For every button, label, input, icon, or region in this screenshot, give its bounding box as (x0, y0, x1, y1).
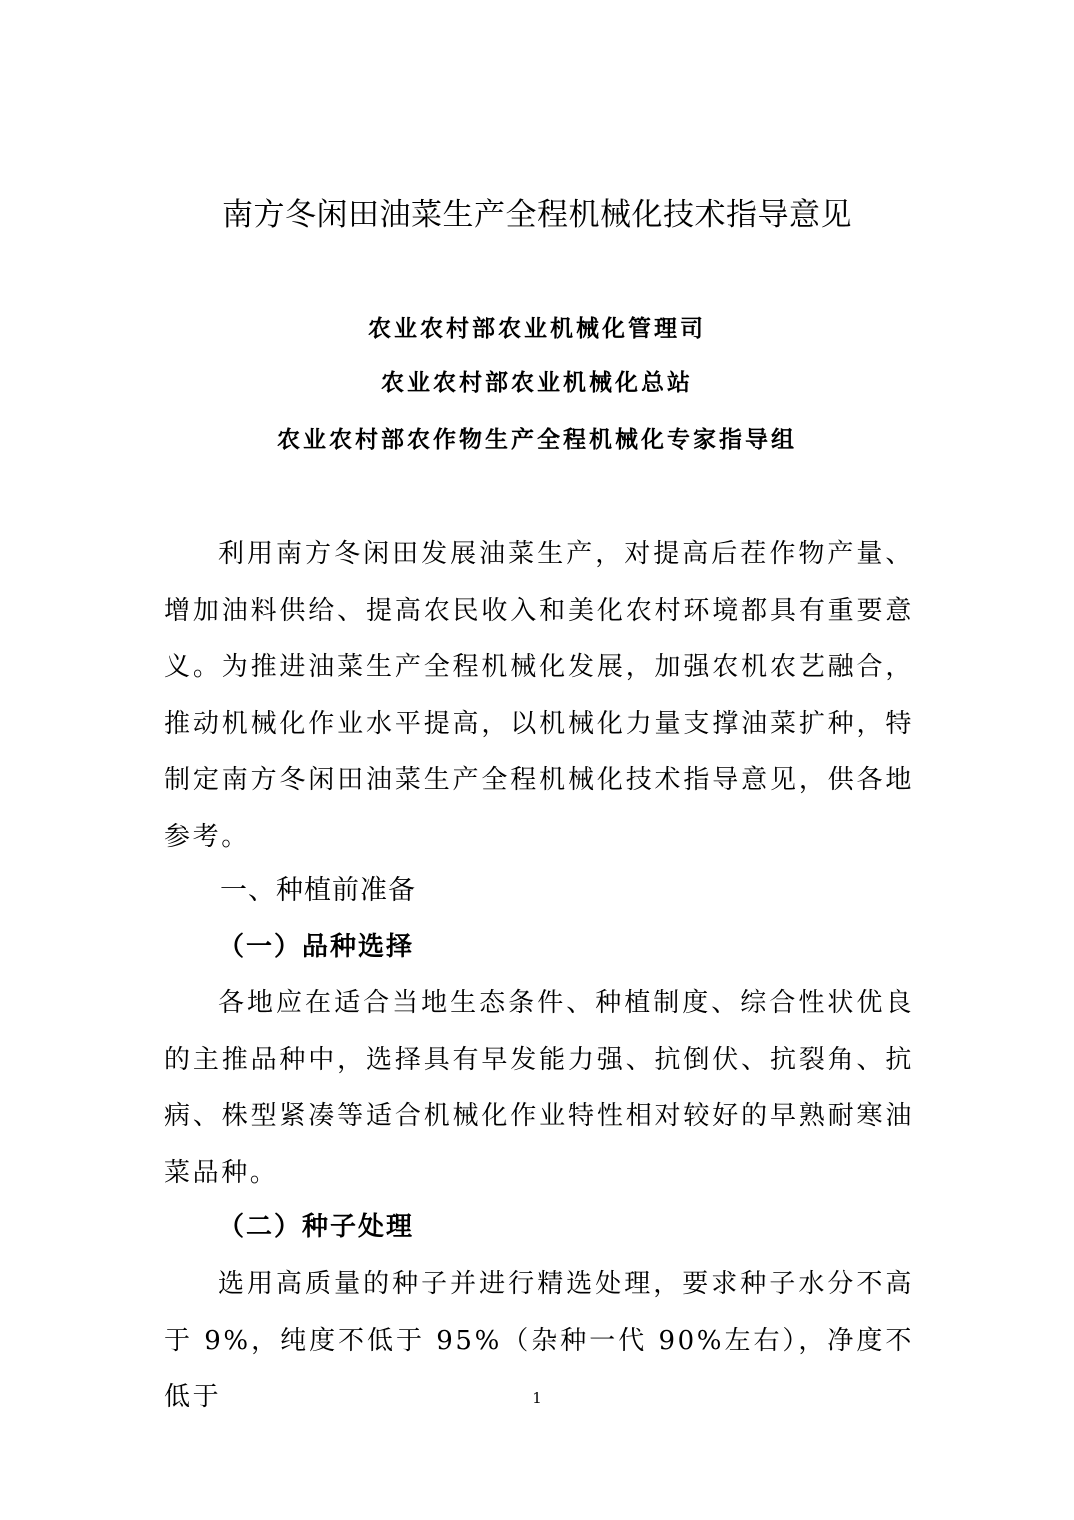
author-line-1: 农业农村部农业机械化管理司 (368, 315, 706, 342)
section-heading-1: 一、种植前准备 (220, 875, 416, 906)
author-line-3: 农业农村部农作物生产全程机械化专家指导组 (277, 426, 797, 453)
subsection-heading-1: （一）品种选择 (218, 932, 415, 962)
subsection-heading-2: （二）种子处理 (218, 1212, 415, 1242)
subsection-paragraph-1: 各地应在适合当地生态条件、种植制度、综合性状优良的主推品种中，选择具有早发能力强、抗倒伏、抗裂角、抗病、株型紧凑等适合机械化作业特性相对较好的早熟耐寒油菜品种。 (164, 988, 914, 1188)
page-number: 1 (532, 1389, 542, 1407)
author-line-2: 农业农村部农业机械化总站 (381, 369, 693, 396)
intro-paragraph: 利用南方冬闲田发展油菜生产，对提高后茬作物产量、增加油料供给、提高农民收入和美化农村环境都具有重要意义。为推进油菜生产全程机械化发展，加强农机农艺融合，推动机械化作业水平提高，以机械化力量支撑油菜扩种，特制定南方冬闲田油菜生产全程机械化技术指导意见，供各地参考。 (164, 539, 914, 852)
subsection-paragraph-2: 选用高质量的种子并进行精选处理，要求种子水分不高于 9%，纯度不低于 95%（杂种一代 90%左右），净度不低于 (164, 1269, 914, 1412)
document-title: 南方冬闲田油菜生产全程机械化技术指导意见 (222, 197, 852, 233)
